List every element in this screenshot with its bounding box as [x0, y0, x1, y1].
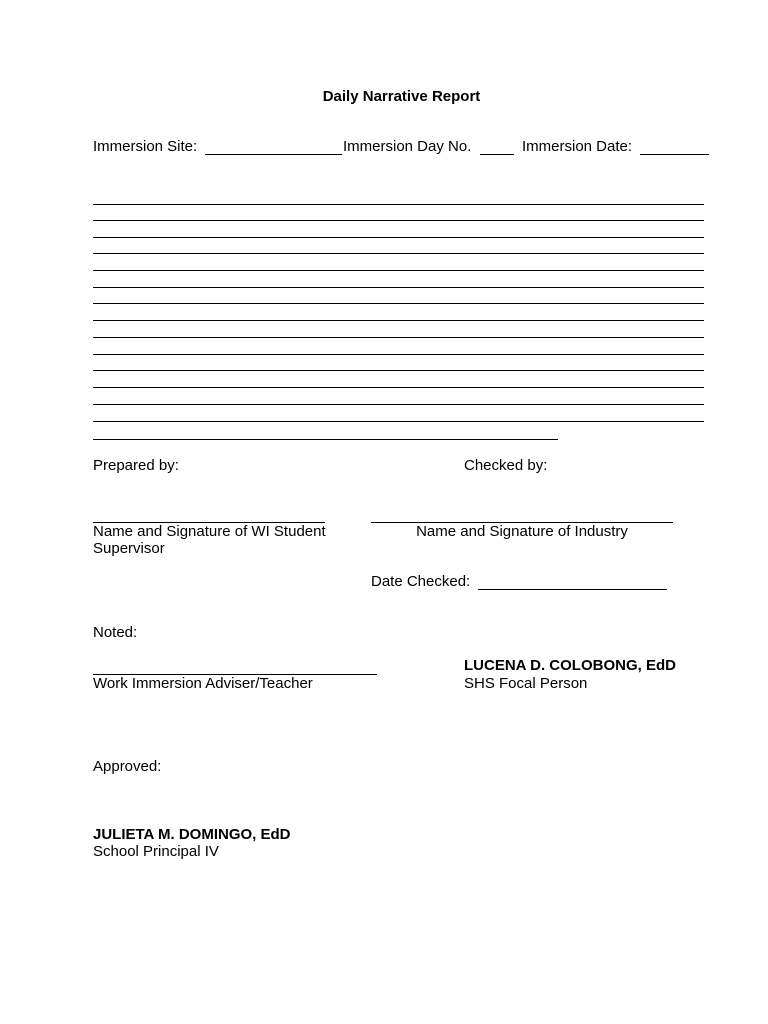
narrative-line[interactable]	[93, 287, 704, 288]
adviser-caption: Work Immersion Adviser/Teacher	[93, 675, 313, 692]
narrative-line[interactable]	[93, 320, 704, 321]
narrative-line[interactable]	[93, 421, 704, 422]
principal-name: JULIETA M. DOMINGO, EdD	[93, 826, 291, 843]
narrative-line[interactable]	[93, 337, 704, 338]
report-title: Daily Narrative Report	[322, 88, 481, 105]
student-signature-caption: Name and Signature of WI Student	[93, 523, 326, 540]
focal-person-name: LUCENA D. COLOBONG, EdD	[464, 657, 676, 674]
checked-by-label: Checked by:	[464, 457, 548, 474]
noted-label: Noted:	[93, 624, 138, 641]
narrative-line[interactable]	[93, 354, 704, 355]
narrative-line[interactable]	[93, 204, 704, 205]
focal-person-title: SHS Focal Person	[464, 675, 588, 692]
narrative-line[interactable]	[93, 370, 704, 371]
narrative-line[interactable]	[93, 387, 704, 388]
date-checked-label: Date Checked:	[371, 573, 471, 590]
approved-label: Approved:	[93, 758, 162, 775]
industry-signature-caption: Name and Signature of Industry	[416, 523, 628, 540]
narrative-line[interactable]	[93, 303, 704, 304]
narrative-line[interactable]	[93, 270, 704, 271]
narrative-line[interactable]	[93, 220, 704, 221]
immersion-site-label: Immersion Site:	[93, 138, 198, 155]
narrative-line[interactable]	[93, 237, 704, 238]
immersion-site-blank[interactable]	[205, 154, 342, 155]
immersion-date-label: Immersion Date:	[522, 138, 633, 155]
principal-title: School Principal IV	[93, 843, 219, 860]
immersion-date-blank[interactable]	[640, 154, 709, 155]
date-checked-blank[interactable]	[478, 589, 667, 590]
narrative-line[interactable]	[93, 253, 704, 254]
narrative-line[interactable]	[93, 404, 704, 405]
narrative-line-last[interactable]	[93, 439, 558, 440]
student-signature-caption-cont: Supervisor	[93, 540, 165, 557]
prepared-by-label: Prepared by:	[93, 457, 179, 474]
immersion-day-blank[interactable]	[480, 154, 514, 155]
immersion-day-label: Immersion Day No.	[343, 138, 472, 155]
